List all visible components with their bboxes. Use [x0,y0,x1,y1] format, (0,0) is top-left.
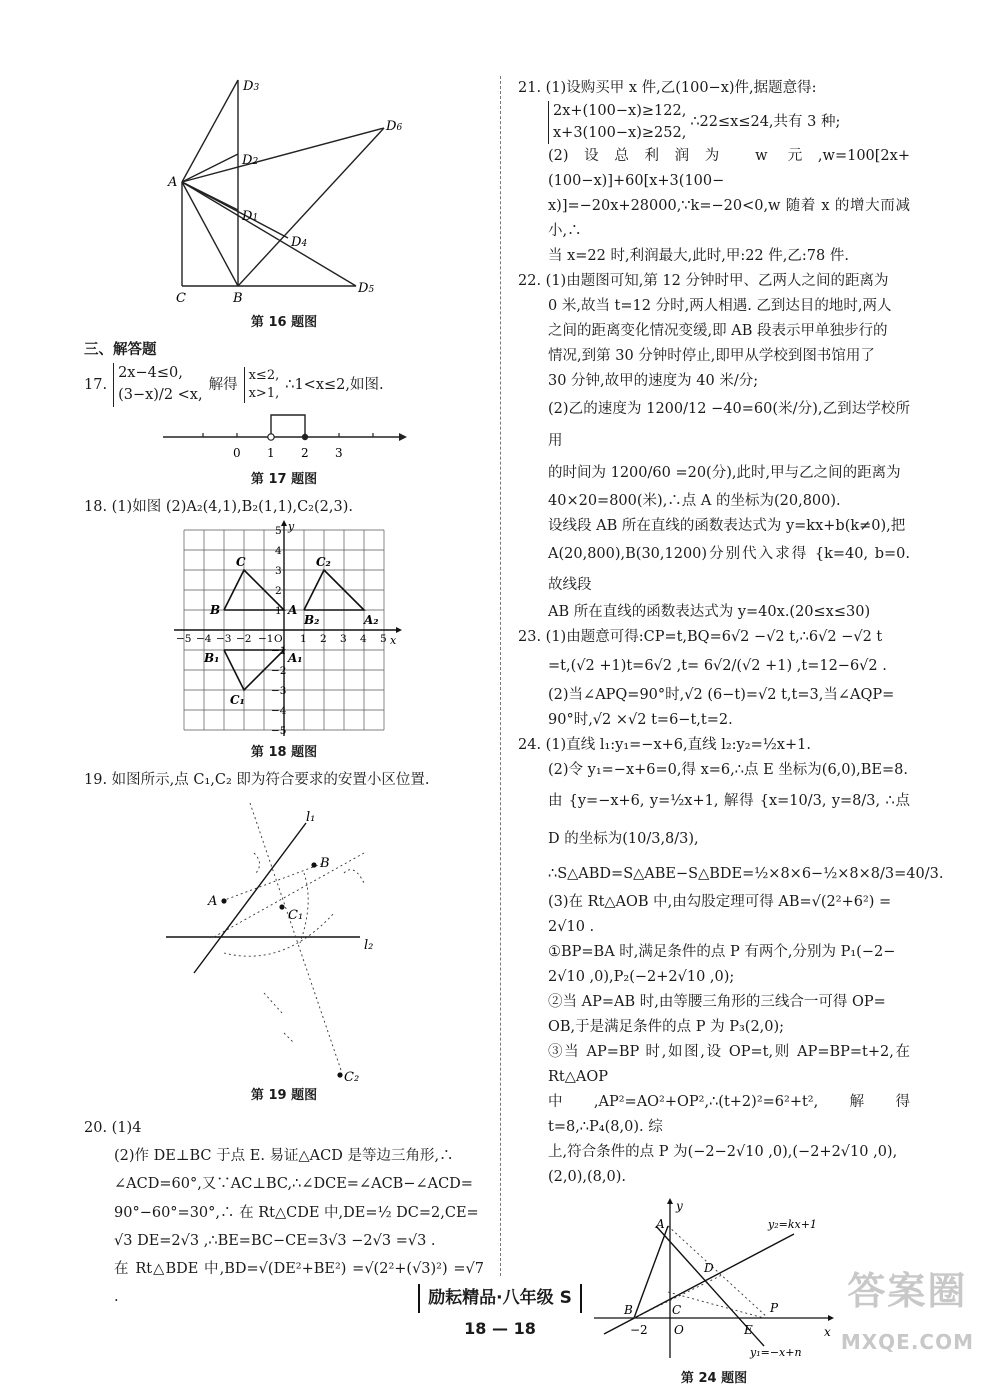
right-column [518,76,944,1394]
ytick--4: −4 [271,705,287,718]
xtick--5: −5 [176,633,192,646]
xtick--2: −2 [236,633,252,646]
fig24-x: x [824,1324,831,1339]
pt-B2: B₂ [304,613,320,628]
ytick--2: −2 [271,665,287,678]
xtick-5: 5 [380,633,387,646]
pt-B1: B₁ [204,651,220,666]
xtick-3: 3 [340,633,347,646]
label-l1: l₁ [306,810,316,826]
label-D1: D1 [242,209,259,224]
left-column [84,70,484,1312]
ytick--3: −3 [271,685,287,698]
figure-17-numberline [159,407,409,467]
column-divider [500,76,501,1276]
caption-16: 第 16 题图 [250,315,318,330]
ytick-5: 5 [275,525,282,538]
label-B: B [320,856,330,872]
fig24-y: y [676,1198,683,1213]
xtick--1: −1 [258,633,274,646]
fig24-E: E [744,1322,753,1337]
label-D3: D3 [243,79,260,94]
q18-text: 18. (1)如图 (2)A₂(4,1),B₂(1,1),C₂(2,3). [84,499,353,516]
label-B: B [233,291,243,306]
q17-text: 17. 2x−4≤0, (3−x)/2 <x, 解得 x≤2, x>1, ∴1<x≤2,如图. [84,363,484,407]
label-D4: D4 [291,235,308,250]
figure-16 [154,70,414,310]
q20-text: 20. (1)4 (2)作 DE⊥BC 于点 E. 易证△ACD 是等边三角形,∴ ∠ACD=60°,又∵AC⊥BC,∴∠DCE=∠ACB−∠ACD= 90°−60°=30°,∴ 在 Rt△CDE 中,DE=½ DC=2,CE= √3 DE=2√3 ,∴BE=BC−CE=3√3 −2√3 =√3 . 在 Rt△BDE 中,BD=√(DE²+BE²) =√(2²+(√3)²) =√7 . [84,1119,484,1306]
page-number: 18 — 18 [464,1319,536,1339]
figure-18-grid [164,520,404,740]
label-D5: D5 [358,281,375,296]
figure-19 [164,793,404,1083]
fig24-m2: −2 [630,1322,648,1337]
label-A: A [168,175,178,190]
watermark: 答案圈 MXQE.COM [840,1269,974,1354]
brand-logo: 励耘精品·八年级 S [418,1284,582,1313]
xtick-2: 2 [320,633,327,646]
tick-2: 2 [301,445,309,460]
pt-A: A [288,603,298,618]
section-title: 三、解答题 [84,342,157,359]
label-D2: D2 [242,153,259,168]
q23-text: 23. (1)由题意可得:CP=t,BQ=6√2 −√2 t,∴6√2 −√2 t =t,(√2 +1)t=6√2 ,t= 6√2/(√2 +1) ,t=12−6√2 . (2)当∠APQ=90°时,√2 (6−t)=√2 t,t=3,当∠AQP= 90°时,√2 ×√2 t=6−t,t=2. [518,629,895,729]
caption-24: 第 24 题图 [680,1370,748,1386]
q22-text: 22. (1)由题图可知,第 12 分钟时甲、乙两人之间的距离为 0 米,故当 t=12 分时,两人相遇. 乙到达目的地时,两人 之间的距离变化情况变缓,即 AB 段表示甲单独步行的 情况,到第 30 分钟时停止,即甲从学校到图书馆用了 30 分钟,故甲的速度为 40 米/分; (2)乙的速度为 1200/12 −40=60(米/分),乙到达学校所用 的时间为 1200/60 =20(分),此时,甲与乙之间的距离为 40×20=800(米),∴点 A 的坐标为(20,800). 设线段 AB 所在直线的函数表达式为 y=kx+b(k≠0),把 A(20,800),B(30,1200)分别代入求得 {k=40, b=0. 故线段 AB 所在直线的函数表达式为 y=40x.(20≤x≤30) [518,273,910,621]
label-A: A [208,894,218,910]
axis-y: y [288,520,295,534]
caption-18: 第 18 题图 [250,745,318,761]
xtick-1: 1 [300,633,307,646]
label-C1: C₁ [288,908,304,924]
caption-17: 第 17 题图 [250,471,318,487]
axis-x: x [390,634,397,648]
tick-0: 0 [233,445,241,460]
pt-C2: C₂ [316,555,331,570]
ytick-2: 2 [275,585,282,598]
pt-B: B [210,603,221,618]
q19-text: 19. 如图所示,点 C₁,C₂ 即为符合要求的安置小区位置. [84,772,430,789]
fig24-C: C [672,1302,682,1317]
xtick--3: −3 [216,633,232,646]
xtick-O: O [274,633,283,646]
pt-C: C [236,555,246,570]
ytick-1: 1 [275,605,282,618]
pt-A2: A₂ [364,613,379,628]
fig24-A: A [656,1216,665,1231]
xtick--4: −4 [196,633,212,646]
xtick-4: 4 [360,633,367,646]
label-C: C [176,291,186,306]
tick-3: 3 [335,445,343,460]
pt-A1: A₁ [288,651,303,666]
ytick--5: −5 [271,725,287,738]
fig24-B: B [624,1302,633,1317]
fig24-y1: y₁=−x+n [750,1345,802,1359]
ytick-4: 4 [275,545,282,558]
label-D6: D6 [386,119,403,134]
ytick-3: 3 [275,565,282,578]
label-C2: C₂ [344,1070,360,1084]
fig24-P: P [770,1300,779,1315]
label-l2: l₂ [364,938,374,954]
q21-text: 21. (1)设购买甲 x 件,乙(100−x)件,据题意得: 2x+(100−x)≥122, x+3(100−x)≥252, ∴22≤x≤24,共有 3 种; (2)设总利润为 w 元,w=100[2x+(100−x)]+60[x+3(100− x)]=−20x+28000,∵k=−20<0,w 随着 x 的增大而减小,∴ 当 x=22 时,利润最大,此时,甲:22 件,乙:78 件. [518,80,910,265]
ytick--1: −1 [271,645,287,658]
pt-C1: C₁ [230,693,245,708]
tick-1: 1 [267,445,275,460]
fig24-D: D [704,1260,714,1275]
caption-19: 第 19 题图 [250,1088,318,1104]
q24-text: 24. (1)直线 l₁:y₁=−x+6,直线 l₂:y₂=½x+1. (2)令 y₁=−x+6=0,得 x=6,∴点 E 坐标为(6,0),BE=8. 由 {y=−x+6, y=½x+1, 解得 {x=10/3, y=8/3, ∴点 D 的坐标为(10/3,8/3), ∴S△ABD=S△ABE−S△BDE=½×8×6−½×8×8/3=40/3. (3)在 Rt△AOB 中,由勾股定理可得 AB=√(2²+6²) = 2√10 . ①BP=BA 时,满足条件的点 P 有两个,分别为 P₁(−2− 2√10 ,0),P₂(−2+2√10 ,0); ②当 AP=AB 时,由等腰三角形的三线合一可得 OP= OB,于是满足条件的点 P 为 P₃(2,0); ③当 AP=BP 时,如图,设 OP=t,则 AP=BP=t+2,在 Rt△AOP 中,AP²=AO²+OP²,∴(t+2)²=6²+t²,解得 t=8,∴P₄(8,0). 综 上,符合条件的点 P 为(−2−2√10 ,0),(−2+2√10 ,0), (2,0),(8,0). [518,737,944,1185]
fig24-O: O [674,1322,684,1337]
fig24-y2: y₂=kx+1 [768,1217,817,1231]
